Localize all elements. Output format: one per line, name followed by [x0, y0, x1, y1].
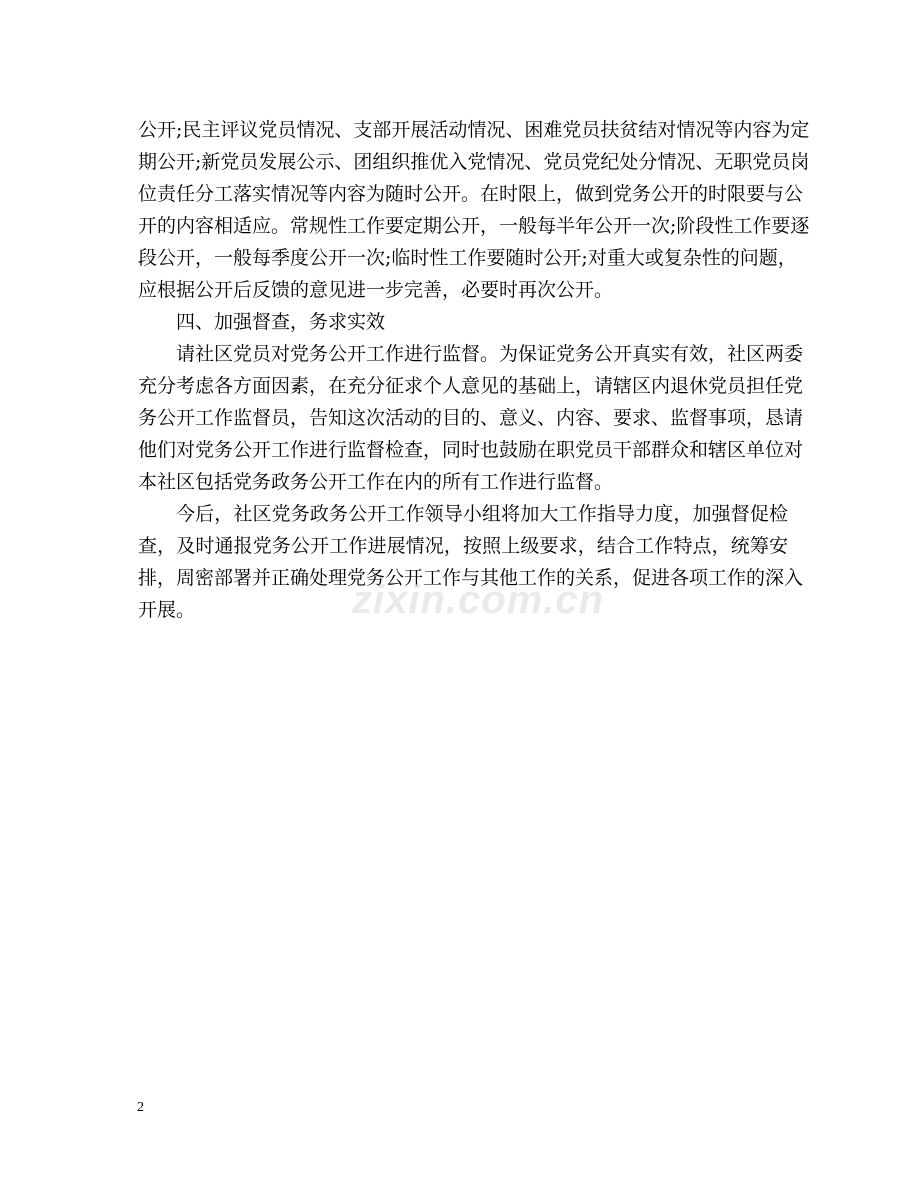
text-line: 开展。	[138, 599, 196, 621]
text-line: 今后，社区党务政务公开工作领导小组将加大工作指导力度，加强督促检	[176, 503, 788, 525]
section-heading: 四、加强督查，务求实效	[176, 311, 386, 333]
document-body	[138, 114, 810, 626]
text-line: 应根据公开后反馈的意见进一步完善，必要时再次公开。	[138, 279, 614, 301]
page-number: 2	[137, 1100, 144, 1115]
text-line: 公开;民主评议党员情况、支部开展活动情况、困难党员扶贫结对情况等内容为定	[138, 119, 810, 141]
text-line: 充分考虑各方面因素，在充分征求个人意见的基础上，请辖区内退休党员担任党	[138, 375, 804, 397]
text-line: 期公开;新党员发展公示、团组织推优入党情况、党员党纪处分情况、无职党员岗	[138, 151, 810, 173]
text-line: 请社区党员对党务公开工作进行监督。为保证党务公开真实有效，社区两委	[176, 343, 804, 365]
text-line: 位责任分工落实情况等内容为随时公开。在时限上，做到党务公开的时限要与公	[138, 183, 804, 205]
text-line: 段公开，一般每季度公开一次;临时性工作要随时公开;对重大或复杂性的问题，	[138, 247, 797, 269]
text-line: 本社区包括党务政务公开工作在内的所有工作进行监督。	[138, 471, 614, 493]
text-line: 排，周密部署并正确处理党务公开工作与其他工作的关系，促进各项工作的深入	[138, 567, 804, 589]
text-line: 查，及时通报党务公开工作进展情况，按照上级要求，结合工作特点，统筹安	[138, 535, 788, 557]
text-line: 务公开工作监督员，告知这次活动的目的、意义、内容、要求、监督事项，恳请	[138, 407, 804, 429]
text-line: 开的内容相适应。常规性工作要定期公开，一般每半年公开一次;阶段性工作要逐	[138, 215, 810, 237]
watermark: zixin.com.cn	[352, 578, 605, 622]
text-line: 他们对党务公开工作进行监督检查，同时也鼓励在职党员干部群众和辖区单位对	[138, 439, 804, 461]
